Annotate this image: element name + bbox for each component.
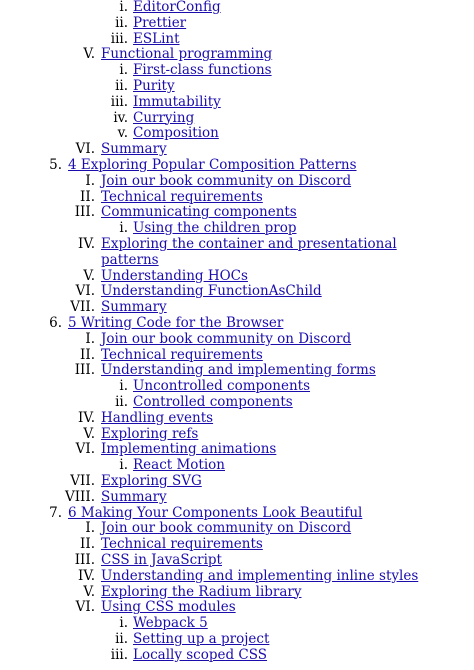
toc-entry-number: VI. xyxy=(75,441,95,458)
toc-entry xyxy=(0,615,474,631)
toc-entry xyxy=(0,268,474,284)
toc-entry-link[interactable]: Exploring the container and presentational xyxy=(101,236,397,252)
toc-entry xyxy=(0,378,474,394)
toc-entry xyxy=(0,473,474,489)
toc-entry-number: VII. xyxy=(70,299,95,316)
toc-entry-link[interactable]: Purity xyxy=(133,78,175,94)
toc-entry-number: ii. xyxy=(115,14,128,31)
toc-entry xyxy=(0,394,474,410)
toc-entry-number: III. xyxy=(74,552,95,568)
toc-entry-number: ii. xyxy=(115,78,128,94)
toc-entry xyxy=(0,189,474,205)
toc-entry-link[interactable]: Controlled components xyxy=(133,394,293,410)
toc-entry xyxy=(0,568,474,584)
toc-entry-link[interactable]: Functional programming xyxy=(101,46,273,63)
toc-entry-number: IV. xyxy=(77,409,95,426)
toc-entry-number: V. xyxy=(83,583,95,600)
toc-entry-link[interactable]: Setting up a project xyxy=(133,631,270,647)
toc-entry-number: iv. xyxy=(113,109,128,126)
toc-entry-number: i. xyxy=(119,62,128,79)
toc-entry-number: VI. xyxy=(75,599,95,616)
toc-entry-number: VII. xyxy=(70,473,95,489)
toc-entry xyxy=(0,299,474,315)
toc-entry-number: i. xyxy=(119,378,128,395)
toc-entry xyxy=(0,347,474,363)
toc-entry-number: II. xyxy=(80,346,95,363)
toc-entry-link[interactable]: Exploring refs xyxy=(101,425,199,442)
toc-entry-link[interactable]: Summary xyxy=(101,299,167,316)
toc-entry-link[interactable]: First-class functions xyxy=(133,62,272,79)
toc-entry xyxy=(0,173,474,189)
toc-entry-link[interactable]: patterns xyxy=(101,251,159,268)
toc-entry-link[interactable]: 5 Writing Code for the Browser xyxy=(68,315,284,331)
toc-entry-link[interactable]: CSS in JavaScript xyxy=(101,552,222,568)
toc-entry-link[interactable]: Understanding and implementing inline styles xyxy=(101,567,419,584)
toc-entry-link[interactable]: Understanding HOCs xyxy=(101,267,248,284)
toc-entry-link[interactable]: Composition xyxy=(133,125,219,142)
toc-entry xyxy=(0,536,474,552)
toc-entry xyxy=(0,552,474,568)
toc-entry-link[interactable]: Immutability xyxy=(133,93,221,110)
toc-entry xyxy=(0,584,474,600)
toc-entry-number: VIII. xyxy=(64,488,95,505)
toc-entry xyxy=(0,283,474,299)
toc-entry-link[interactable]: Handling events xyxy=(101,409,214,426)
toc-entry xyxy=(0,457,474,473)
toc-entry xyxy=(0,94,474,110)
toc-entry-link[interactable]: Summary xyxy=(101,488,167,505)
toc-entry-number: IV. xyxy=(77,567,95,584)
toc-entry-number: ii. xyxy=(115,394,128,410)
toc-entry-number: i. xyxy=(119,220,128,237)
toc-entry xyxy=(0,426,474,442)
toc-entry-link[interactable]: Webpack 5 xyxy=(133,615,208,632)
toc-entry-number: iii. xyxy=(110,30,128,47)
toc-entry-link[interactable]: Prettier xyxy=(133,14,187,31)
toc-entry-link[interactable]: Technical requirements xyxy=(101,536,263,553)
toc-entry-number: II. xyxy=(80,188,95,205)
toc-entry xyxy=(0,236,474,252)
toc-entry-number: I. xyxy=(85,330,95,347)
toc-entry xyxy=(0,220,474,236)
toc-entry xyxy=(0,204,474,220)
toc-entry xyxy=(0,505,474,521)
toc-entry-link[interactable]: Understanding and implementing forms xyxy=(101,362,376,379)
toc-entry xyxy=(0,0,474,15)
toc-entry xyxy=(0,15,474,31)
toc-entry-link[interactable]: Join our book community on Discord xyxy=(101,330,352,347)
toc-entry xyxy=(0,520,474,536)
toc-entry-number: V. xyxy=(83,267,95,284)
toc-entry xyxy=(0,362,474,378)
toc-entry-link[interactable]: EditorConfig xyxy=(133,0,221,15)
toc-entry-number: 7. xyxy=(49,504,62,521)
toc-entry-link[interactable]: 4 Exploring Popular Composition Patterns xyxy=(68,157,357,173)
toc-entry-number: II. xyxy=(80,536,95,553)
toc-entry-link[interactable]: Understanding FunctionAsChild xyxy=(101,283,322,300)
toc-entry-number: i. xyxy=(119,615,128,632)
toc-entry-link[interactable]: Communicating components xyxy=(101,204,297,221)
toc-entry xyxy=(0,631,474,647)
toc-entry-number: ii. xyxy=(115,631,128,647)
toc-entry-number: I. xyxy=(85,520,95,537)
toc-entry xyxy=(0,441,474,457)
toc-entry-link[interactable]: Join our book community on Discord xyxy=(101,520,352,537)
toc-entry-number: III. xyxy=(74,362,95,379)
toc-entry-link[interactable]: ESLint xyxy=(133,30,180,47)
toc-entry-link[interactable]: Exploring the Radium library xyxy=(101,583,302,600)
toc-entry-link[interactable]: Implementing animations xyxy=(101,441,277,458)
toc-entry-link[interactable]: Using the children prop xyxy=(133,220,297,237)
toc-entry-number: V. xyxy=(83,425,95,442)
toc-entry-link[interactable]: Technical requirements xyxy=(101,188,263,205)
toc-entry-link[interactable]: Uncontrolled components xyxy=(133,378,311,395)
toc-entry xyxy=(0,315,474,331)
toc-entry xyxy=(0,31,474,47)
toc-entry-link[interactable]: Exploring SVG xyxy=(101,473,202,489)
toc-entry xyxy=(0,46,474,62)
toc-entry-link[interactable]: 6 Making Your Components Look Beautiful xyxy=(68,504,363,521)
toc-entry-link[interactable]: Technical requirements xyxy=(101,346,263,363)
toc-entry xyxy=(0,489,474,505)
toc-entry-link[interactable]: Summary xyxy=(101,141,167,158)
toc-entry-number: V. xyxy=(83,46,95,63)
toc-entry-number: i. xyxy=(119,0,128,15)
toc-entry-link[interactable]: Join our book community on Discord xyxy=(101,172,352,189)
toc-entry-link[interactable]: Using CSS modules xyxy=(101,599,236,616)
toc-entry-number: iii. xyxy=(110,93,128,110)
toc-entry-number: i. xyxy=(119,457,128,474)
toc-entry xyxy=(0,78,474,94)
toc-entry-link[interactable]: Locally scoped CSS xyxy=(133,646,268,663)
toc-entry-number xyxy=(55,252,95,268)
toc-entry xyxy=(0,110,474,126)
toc-entry xyxy=(0,647,474,663)
toc-entry-number: I. xyxy=(85,172,95,189)
toc-entry xyxy=(0,331,474,347)
toc-entry xyxy=(0,125,474,141)
toc-entry xyxy=(0,62,474,78)
toc-entry-number: VI. xyxy=(75,283,95,300)
toc-entry-number: III. xyxy=(74,204,95,221)
toc-entry xyxy=(0,410,474,426)
toc-entry xyxy=(0,599,474,615)
toc-entry xyxy=(0,252,474,268)
toc-entry-link[interactable]: Currying xyxy=(133,109,195,126)
toc-entry-number: IV. xyxy=(77,236,95,252)
toc-entry-number: iii. xyxy=(110,646,128,663)
toc-entry-number: VI. xyxy=(75,141,95,158)
toc-entry xyxy=(0,157,474,173)
toc-entry-link[interactable]: React Motion xyxy=(133,457,225,474)
toc-entry xyxy=(0,141,474,157)
toc-entry-number: 6. xyxy=(49,315,62,331)
toc-entry-number: v. xyxy=(117,125,128,142)
toc-entry-number: 5. xyxy=(49,157,62,173)
